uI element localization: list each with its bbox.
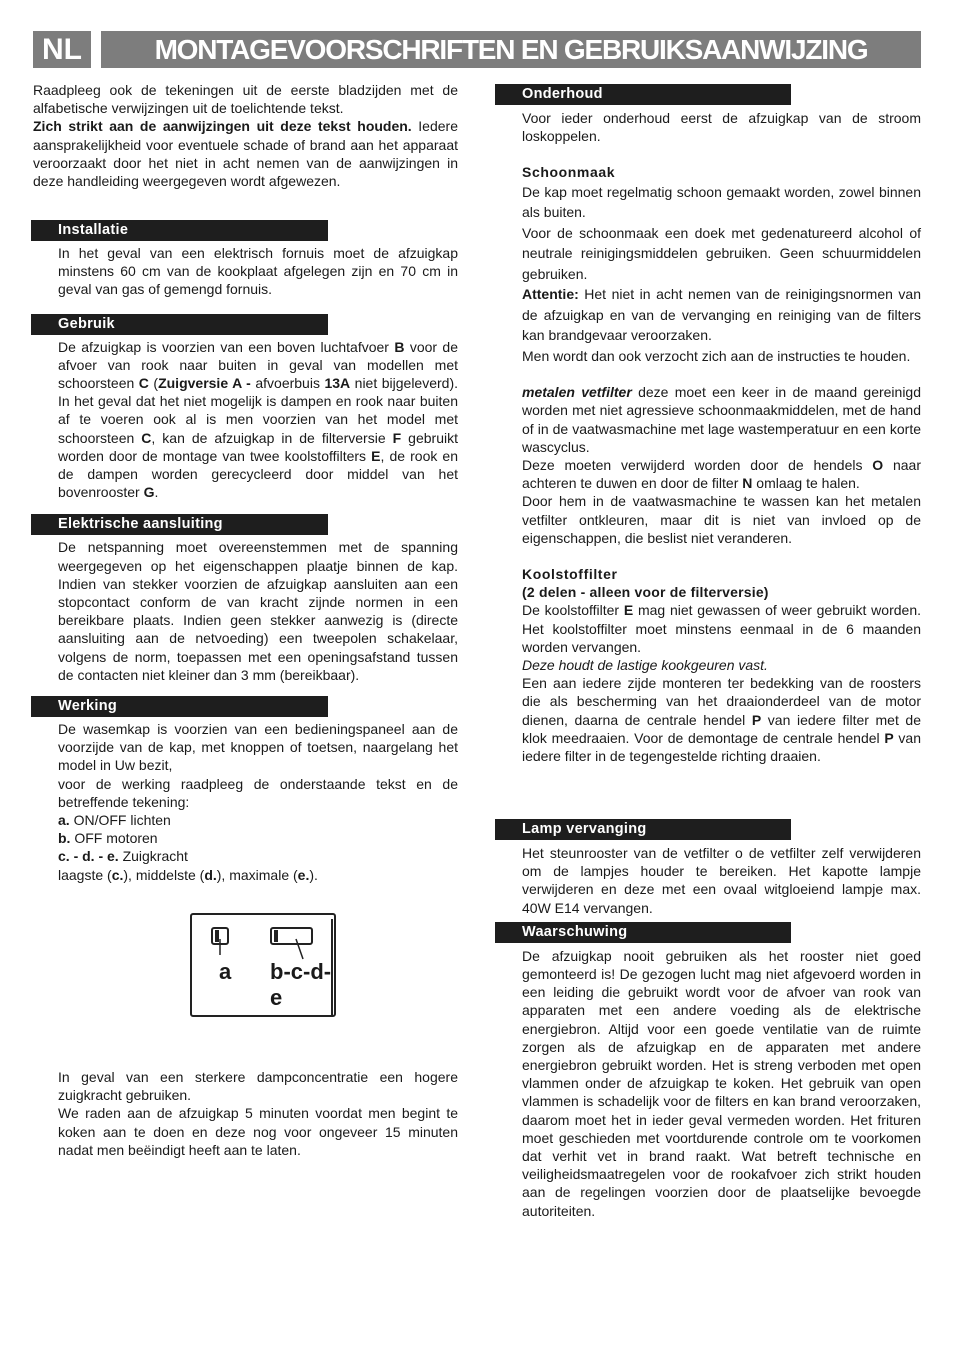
intro-paragraph: Raadpleeg ook de tekeningen uit de eerste bladzijden met de alfabetische verwijzingen uit de toelichtende tekst. Zich strikt aan de aanwijzingen uit deze tekst houden. Iedere aansprakelijkheid voor eventuele schade of brand aan het apparaat veroorzaakt door het niet in acht nemen van de aanwijzingen in deze handleiding weergegeven wordt afgewezen.	[33, 82, 458, 190]
schoonmaak-text-1: De kap moet regelmatig schoon gemaakt worden, zowel binnen als buiten.	[522, 183, 921, 221]
section-header-gebruik: Gebruik	[31, 314, 328, 335]
section-header-installatie: Installatie	[31, 220, 328, 241]
schoonmaak-title: Schoonmaak	[522, 164, 616, 181]
gebruik-text: De afzuigkap is voorzien van een boven luchtafvoer B voor de afvoer van rook naar buiten in geval van modellen met schoorsteen C (Zuigversie A - afvoerbuis 13A niet bijgeleverd). In het geval dat het niet mogelijk is dampen en rook naar buiten af te voeren ook al is men voorzien van het model met schoorsteen C, kan de afzuigkap in de filterversie F gebruikt worden door de montage van twee koolstoffilters E, de rook en de dampen worden gerecycleerd door middel van het bovenrooster G.	[58, 338, 459, 501]
schoonmaak-text-2: Voor de schoonmaak een doek met gedenatureerd alcohol of neutrale reinigingsmiddelen gebruiken. Geen schuurmiddelen gebruiken.	[522, 224, 921, 282]
koolstof-text: De koolstoffilter E mag niet gewassen of weer gebruikt worden. Het koolstoffilter moet minstens eenmaal in de 6 maanden worden vervangen. Deze houdt de lastige kookgeuren vast. Een aan iedere zijde monteren ter bedekking van de roosters die als bescherming van het draaionderdeel van de motor dienen, daarna de centrale hendel P van iedere filter met de klok meedraaien. Voor de demontage de centrale hendel P van iedere filter in de tegengestelde richting draaien.	[522, 602, 921, 764]
lamp-text: Het steunrooster van de vetfilter o de vetfilter zelf verwijderen om de lampjes houder te bereiken. Het kapotte lampje verwijderen en deze met een ovaal witgloeiend lampje max. 40W E14 vervangen.	[522, 845, 921, 916]
installatie-text: In het geval van een elektrisch fornuis moet de afzuigkap minstens 60 cm van de kookplaat afgelegen zijn en 70 cm in geval van gas of gemengd fornuis.	[58, 245, 458, 298]
control-panel-diagram	[190, 913, 336, 1017]
section-header-lamp-vervanging: Lamp vervanging	[495, 819, 791, 840]
tips-paragraph-2: We raden aan de afzuigkap 5 minuten voordat men begint te koken aan te doen en deze nog voor ongeveer 15 minuten nadat men beëindigt heeft aan te laten.	[58, 1105, 458, 1158]
tips-paragraph-1: In geval van een sterkere dampconcentratie een hogere zuigkracht gebruiken.	[58, 1069, 458, 1104]
right-lower-sections	[522, 819, 921, 1220]
language-badge: NL	[33, 31, 91, 68]
tips-block	[58, 1068, 458, 1159]
section-header-elektrische-aansluiting: Elektrische aansluiting	[31, 514, 328, 535]
elektrisch-text: De netspanning moet overeenstemmen met de spanning weergegeven op het eigenschappen plaatje binnen de kap. Indien van stekker voorzien de afzuigkap aansluiten aan een stopcontact conform de van kracht zijnde normen in een bereikbare plaats. Indien geen stekker aanwezig is (directe aansluiting aan de netvoeding) een tweepolen schakelaar, volgens de norm, toepassen met een openingsafstand tussen de contacten niet kleiner dan 3 mm (bereikbaar).	[58, 539, 458, 683]
left-column	[33, 81, 458, 190]
koolstof-title: Koolstoffilter	[522, 565, 618, 582]
koolstof-subtitle: (2 delen - alleen voor de filterversie)	[522, 584, 769, 601]
schoonmaak-text-3: Attentie: Het niet in acht nemen van de reinigingsnormen van de afzuigkap en van de vervanging en reiniging van de filters kan brandgevaar veroorzaken.	[522, 286, 921, 344]
intro-warning: Zich strikt aan de aanwijzingen uit deze tekst houden.	[33, 118, 412, 135]
panel-label-a: a	[219, 959, 232, 984]
werking-text: De wasemkap is voorzien van een bedieningspaneel aan de voorzijde van de kap, met knoppen of toetsen, naargelang het model in Uw bezit, voor de werking raadpleeg de onderstaande tekst en de betreffende tekening: a. ON/OFF lichten b. OFF motoren c. - d. - e. Zuigkracht laagste (c.), middelste (d.), maximale (e.).	[58, 721, 458, 883]
vetfilter-text: metalen vetfilter deze moet een keer in de maand gereinigd worden met niet agressieve schoonmaakmiddelen, met de hand of in de vaatwasmachine met lage wastemperatuur en een korte wascyclus. Deze moeten verwijderd worden door de hendels O naar achteren te duwen en door de filter N omlaag te halen. Door hem in de vaatwasmachine te wassen kan het metalen vetfilter ontkleuren, maar dit is niet van invloed op de eigenschappen, die beslist niet veranderen.	[522, 384, 922, 546]
schoonmaak-text-4: Men wordt dan ook verzocht zich aan de instructies te houden.	[522, 347, 911, 364]
section-header-waarschuwing: Waarschuwing	[495, 922, 791, 943]
page-title: MONTAGEVOORSCHRIFTEN EN GEBRUIKSAANWIJZING	[101, 31, 921, 68]
onderhoud-text: Voor ieder onderhoud eerst de afzuigkap van de stroom loskoppelen.	[522, 110, 921, 145]
left-sections	[58, 220, 458, 884]
schoonmaak-block	[522, 182, 921, 367]
section-header-werking: Werking	[31, 696, 328, 717]
panel-label-bcde: b-c-d-e	[270, 959, 332, 1010]
waarschuwing-text: De afzuigkap nooit gebruiken als het rooster niet goed gemonteerd is! De gezogen lucht mag niet afgevoerd worden in een leiding die gebruikt wordt voor de afvoer van rook van apparaten met een andere voeding als de elektrische energiebron. Altijd voor een goede ventilatie van de ruimte zorgen als de afzuigkap en de apparaten met andere energiebron gebruikt worden. Het is streng verboden met open vlammen onder de afzuigkap te koken. Het gebruik van open vlammen is schadelijk voor de filters en kan brand veroorzaken, daarom moet het in ieder geval vermeden worden. Het frituren moet geschieden met voortdurende controle om te voorkomen dat verhit vet in brand raakt. Wat betreft technische en veiligheidsmaatregelen voor de rookafvoer zich strikt houden aan de regelingen voorzien door de plaatselijke bevoegde autoriteiten.	[522, 947, 921, 1219]
section-header-onderhoud: Onderhoud	[495, 84, 791, 105]
right-column	[522, 84, 921, 765]
